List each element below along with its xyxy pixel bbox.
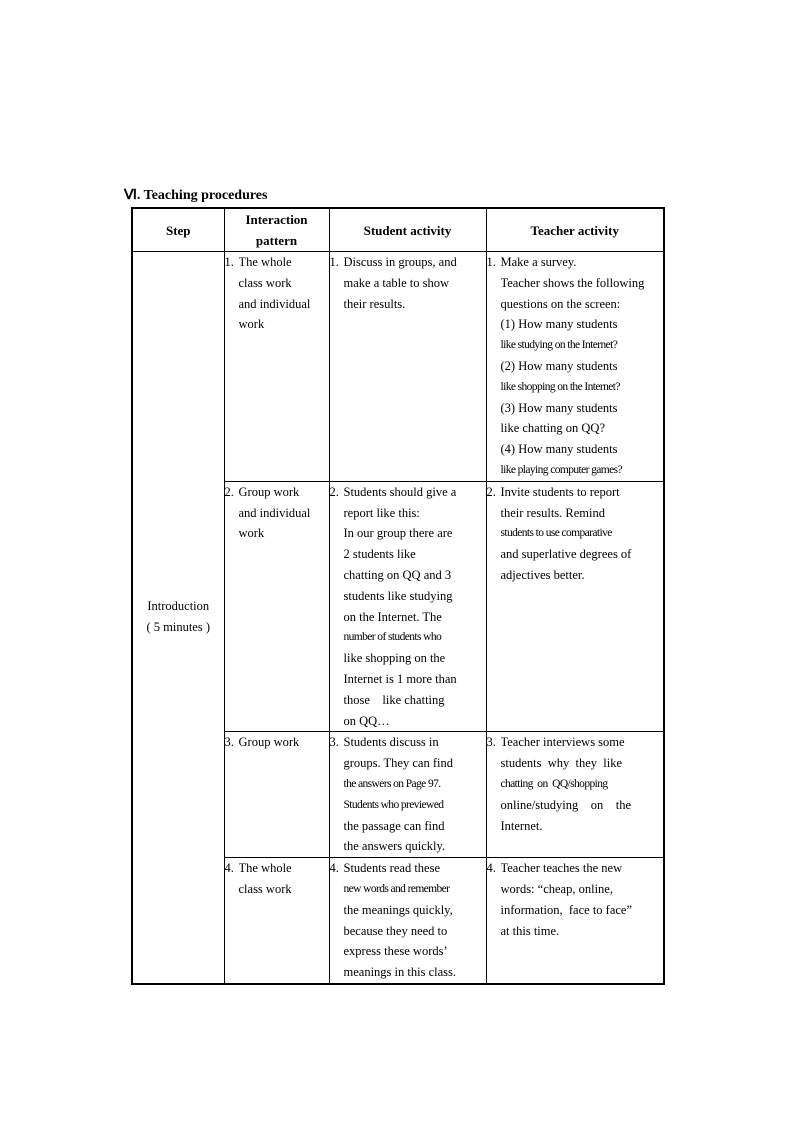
text-line: Invite students to report <box>500 484 620 499</box>
text-line: Students discuss in <box>343 735 439 750</box>
entry-number: 1. <box>224 255 234 269</box>
text-line: because they need to <box>343 923 448 938</box>
pattern-cell <box>224 858 329 984</box>
text-line: the passage can find <box>343 818 445 833</box>
header-pattern-line: Interaction <box>245 212 308 227</box>
text-line: number of students who <box>343 631 442 644</box>
text-line: at this time. <box>500 923 560 938</box>
entry-number: 1. <box>329 255 339 269</box>
text-line: adjectives better. <box>500 567 585 582</box>
text-line: In our group there are <box>343 526 453 541</box>
text-line: Teacher interviews some <box>500 735 625 750</box>
student-activity-cell <box>329 858 486 984</box>
text-line: (1) How many students <box>500 317 618 332</box>
text-line: like shopping on the Internet? <box>500 380 620 393</box>
text-line: class work <box>238 275 292 290</box>
text-line: their results. Remind <box>500 505 605 520</box>
teacher-activity-cell <box>486 732 664 858</box>
text-line: the answers on Page 97. <box>343 777 441 790</box>
text-line: like chatting on QQ? <box>500 421 605 436</box>
step-name: Introduction <box>147 599 210 614</box>
pattern-cell <box>224 481 329 732</box>
text-line: Group work <box>238 735 300 750</box>
text-line: students to use comparative <box>500 527 612 540</box>
header-student-activity: Student activity <box>329 208 486 252</box>
text-line: Students should give a <box>343 484 457 499</box>
table-row <box>132 252 664 482</box>
text-line: Teacher teaches the new <box>500 861 623 876</box>
entry-number: 4. <box>486 861 496 876</box>
text-line: their results. <box>343 296 406 311</box>
text-line: Teacher shows the following <box>500 275 645 290</box>
pattern-cell <box>224 732 329 858</box>
text-line: the answers quickly. <box>343 839 446 854</box>
teaching-procedures-table <box>131 207 665 985</box>
text-line: (4) How many students <box>500 442 618 457</box>
section-heading: Ⅵ. Teaching procedures <box>124 188 268 203</box>
entry-number: 3. <box>486 735 496 750</box>
pattern-cell <box>224 252 329 482</box>
entry-number: 3. <box>224 735 234 750</box>
text-line: groups. They can find <box>343 756 453 771</box>
student-activity-cell <box>329 732 486 858</box>
text-line: students like studying <box>343 588 453 603</box>
header-pattern-line: pattern <box>255 233 298 248</box>
text-line: (3) How many students <box>500 400 618 415</box>
text-line: express these words’ <box>343 944 448 959</box>
entry-number: 2. <box>329 484 339 499</box>
text-line: Students who previewed <box>343 798 444 811</box>
teacher-activity-cell <box>486 252 664 482</box>
text-line: on QQ… <box>343 713 390 728</box>
text-line: The whole <box>238 861 292 876</box>
step-duration: ( 5 minutes ) <box>146 620 211 635</box>
entry-number: 1. <box>486 255 496 269</box>
text-line: Internet is 1 more than <box>343 671 457 686</box>
text-line: Group work <box>238 484 300 499</box>
text-line: like shopping on the <box>343 651 446 666</box>
text-line: report like this: <box>343 505 420 520</box>
entry-number: 4. <box>224 861 234 876</box>
text-line: (2) How many students <box>500 358 618 373</box>
header-teacher-activity: Teacher activity <box>486 208 664 252</box>
table-header-row <box>132 208 664 252</box>
text-line: class work <box>238 881 292 896</box>
text-line: the meanings quickly, <box>343 902 453 917</box>
text-line: Make a survey. <box>500 255 577 269</box>
text-line: those like chatting <box>343 692 445 707</box>
text-line: chatting on QQ/shopping <box>500 777 608 790</box>
text-line: and superlative degrees of <box>500 547 632 562</box>
entry-number: 4. <box>329 861 339 876</box>
text-line: make a table to show <box>343 275 450 290</box>
text-line: work <box>238 317 265 332</box>
entry-number: 3. <box>329 735 339 750</box>
text-line: words: “cheap, online, <box>500 881 613 896</box>
text-line: The whole <box>238 255 292 269</box>
step-cell <box>132 252 224 984</box>
text-line: meanings in this class. <box>343 965 456 980</box>
text-line: Students read these <box>343 861 441 876</box>
header-interaction-pattern <box>224 208 329 252</box>
entry-number: 2. <box>486 484 496 499</box>
text-line: information, face to face” <box>500 902 633 917</box>
text-line: 2 students like <box>343 547 416 562</box>
teacher-activity-cell <box>486 858 664 984</box>
text-line: new words and remember <box>343 882 450 895</box>
text-line: and individual <box>238 296 311 311</box>
text-line: like playing computer games? <box>500 463 622 476</box>
text-line: like studying on the Internet? <box>500 339 618 352</box>
student-activity-cell <box>329 252 486 482</box>
text-line: students why they like <box>500 756 623 771</box>
text-line: Discuss in groups, and <box>343 255 457 269</box>
text-line: work <box>238 526 265 541</box>
text-line: questions on the screen: <box>500 296 621 311</box>
text-line: online/studying on the <box>500 797 632 812</box>
text-line: and individual <box>238 505 311 520</box>
header-step: Step <box>132 208 224 252</box>
text-line: on the Internet. The <box>343 609 442 624</box>
entry-number: 2. <box>224 484 234 499</box>
teacher-activity-cell <box>486 481 664 732</box>
text-line: chatting on QQ and 3 <box>343 567 452 582</box>
text-line: Internet. <box>500 818 543 833</box>
student-activity-cell <box>329 481 486 732</box>
